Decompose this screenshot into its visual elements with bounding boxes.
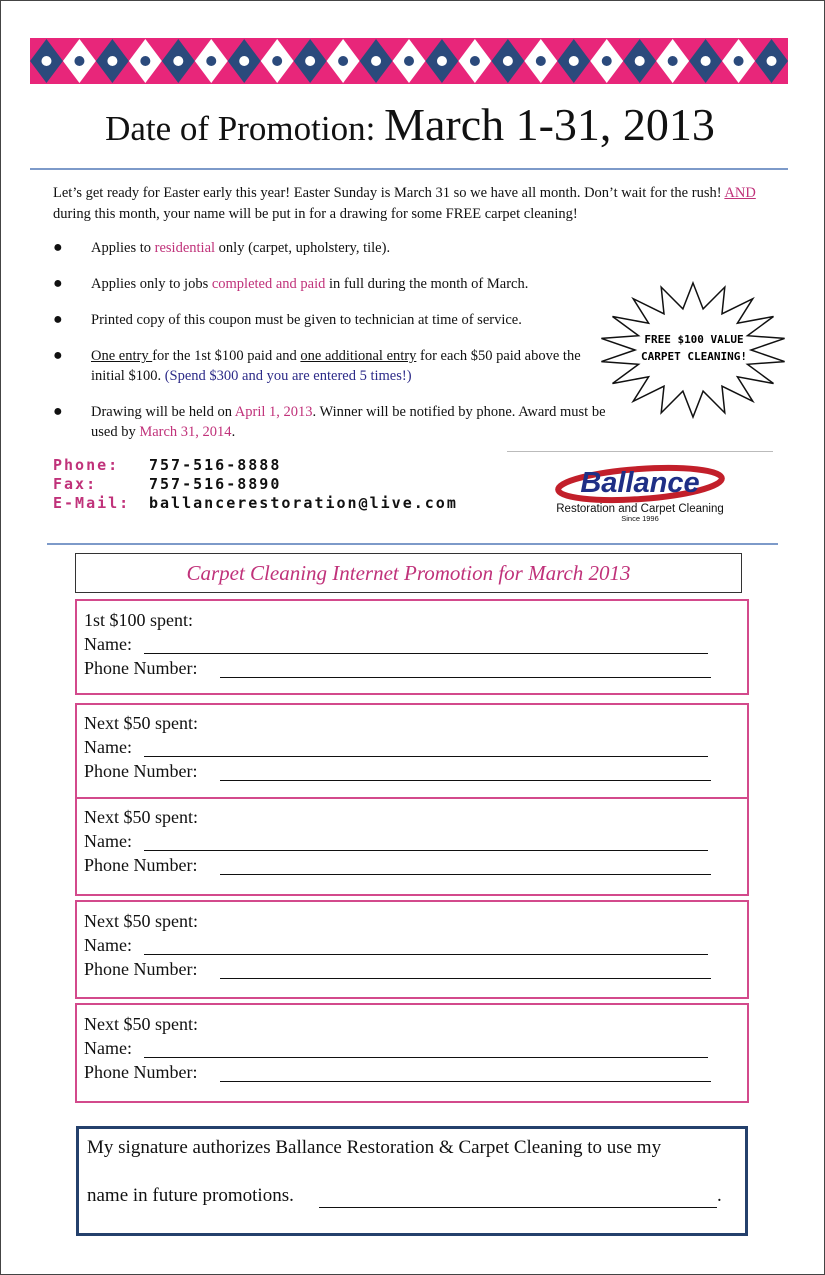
entry-box-5	[75, 1003, 749, 1103]
name-input-line[interactable]	[144, 1057, 708, 1058]
phone-input-line[interactable]	[220, 874, 711, 875]
phone-input-line[interactable]	[220, 677, 711, 678]
name-label: Name:	[84, 737, 132, 757]
page-title	[30, 98, 790, 151]
bullet-icon: ●	[53, 311, 63, 328]
banner-dot	[470, 56, 480, 66]
banner-dot	[140, 56, 150, 66]
rule-entries: ● One entry for the 1st $100 paid and one additional entry for each $50 paid above the initial $100. (Spend $300 and you are entered 5 times!)	[53, 347, 581, 384]
banner-dot	[41, 56, 51, 66]
banner-dot	[536, 56, 546, 66]
contact-info	[53, 455, 458, 512]
entry-heading: 1st $100 spent:	[84, 610, 194, 630]
starburst-line2: CARPET CLEANING!	[641, 350, 747, 363]
logo-since: Since 1996	[621, 514, 659, 523]
entry-box-2	[75, 703, 749, 799]
bullet-icon: ●	[53, 239, 63, 256]
intro-text-2: during this month, your name will be put in for a drawing for some FREE carpet cleaning!	[53, 206, 578, 222]
name-input-line[interactable]	[144, 653, 708, 654]
signature-box	[76, 1126, 748, 1236]
phone-number-label: Phone Number:	[84, 658, 198, 678]
name-input-line[interactable]	[144, 756, 708, 757]
rule-printed-copy: ● Printed copy of this coupon must be given to technician at time of service.	[53, 311, 522, 328]
entry-heading: Next $50 spent:	[84, 911, 198, 931]
phone-input-line[interactable]	[220, 1081, 711, 1082]
title-date: March 1-31, 2013	[384, 99, 715, 150]
banner-dot	[701, 56, 711, 66]
logo-tagline: Restoration and Carpet Cleaning	[556, 503, 724, 515]
banner-dot	[371, 56, 381, 66]
fax-label: Fax:	[53, 474, 98, 493]
starburst-badge	[596, 280, 791, 420]
banner-dot	[767, 56, 777, 66]
entry-box-3	[75, 797, 749, 896]
phone-input-line[interactable]	[220, 780, 711, 781]
title-divider	[30, 168, 788, 170]
rule-residential: ● Applies to residential only (carpet, upholstery, tile).	[53, 239, 391, 256]
name-input-line[interactable]	[144, 850, 708, 851]
banner-dot	[206, 56, 216, 66]
entry-heading: Next $50 spent:	[84, 713, 198, 733]
banner-dot	[338, 56, 348, 66]
banner-dot	[173, 56, 183, 66]
form-title: Carpet Cleaning Internet Promotion for March 2013	[75, 553, 742, 593]
diamond-banner	[30, 38, 788, 84]
fax-value: 757-516-8890	[149, 474, 282, 493]
banner-dot	[635, 56, 645, 66]
banner-dot	[503, 56, 513, 66]
rule-drawing: ● Drawing will be held on April 1, 2013. Winner will be notified by phone. Award must be used by March 31, 2014.	[53, 403, 606, 440]
signature-promotions-text: name in future promotions.	[87, 1185, 294, 1206]
name-label: Name:	[84, 831, 132, 851]
form-divider	[47, 543, 778, 545]
email-value: ballancerestoration@live.com	[149, 493, 458, 512]
phone-number-label: Phone Number:	[84, 761, 198, 781]
banner-dot	[239, 56, 249, 66]
phone-input-line[interactable]	[220, 978, 711, 979]
banner-dot	[569, 56, 579, 66]
banner-dot	[668, 56, 678, 66]
name-label: Name:	[84, 1038, 132, 1058]
phone-number-label: Phone Number:	[84, 855, 198, 875]
bullet-icon: ●	[53, 403, 63, 420]
banner-dot	[437, 56, 447, 66]
entry-box-4	[75, 900, 749, 999]
entry-heading: Next $50 spent:	[84, 807, 198, 827]
intro-and: AND	[724, 185, 756, 201]
banner-dot	[74, 56, 84, 66]
name-input-line[interactable]	[144, 954, 708, 955]
banner-dot	[107, 56, 117, 66]
entry-heading: Next $50 spent:	[84, 1014, 198, 1034]
banner-dot	[602, 56, 612, 66]
ballance-logo	[505, 450, 775, 525]
banner-dot	[272, 56, 282, 66]
rules-list	[53, 238, 613, 458]
banner-dot	[734, 56, 744, 66]
phone-number-label: Phone Number:	[84, 1062, 198, 1082]
rule-completed-paid: ● Applies only to jobs completed and paid in full during the month of March.	[53, 275, 529, 292]
banner-dot	[404, 56, 414, 66]
name-label: Name:	[84, 935, 132, 955]
email-label: E-Mail:	[53, 493, 131, 512]
signature-authorization-text: My signature authorizes Ballance Restoration & Carpet Cleaning to use my	[87, 1137, 662, 1158]
logo-name: Ballance	[580, 467, 700, 499]
bullet-icon: ●	[53, 347, 63, 364]
signature-line[interactable]	[319, 1207, 717, 1208]
bullet-icon: ●	[53, 275, 63, 292]
name-label: Name:	[84, 634, 132, 654]
starburst-line1: FREE $100 VALUE	[644, 333, 744, 346]
intro-text-1: Let’s get ready for Easter early this year! Easter Sunday is March 31 so we have all month. Don’t wait for the rush!	[53, 185, 725, 201]
banner-dot	[305, 56, 315, 66]
phone-label: Phone:	[53, 455, 120, 474]
signature-period: .	[717, 1185, 722, 1206]
title-prefix: Date of Promotion:	[105, 109, 385, 148]
entry-box-1	[75, 599, 749, 695]
phone-number-label: Phone Number:	[84, 959, 198, 979]
phone-value: 757-516-8888	[149, 455, 282, 474]
intro-paragraph	[53, 183, 773, 225]
